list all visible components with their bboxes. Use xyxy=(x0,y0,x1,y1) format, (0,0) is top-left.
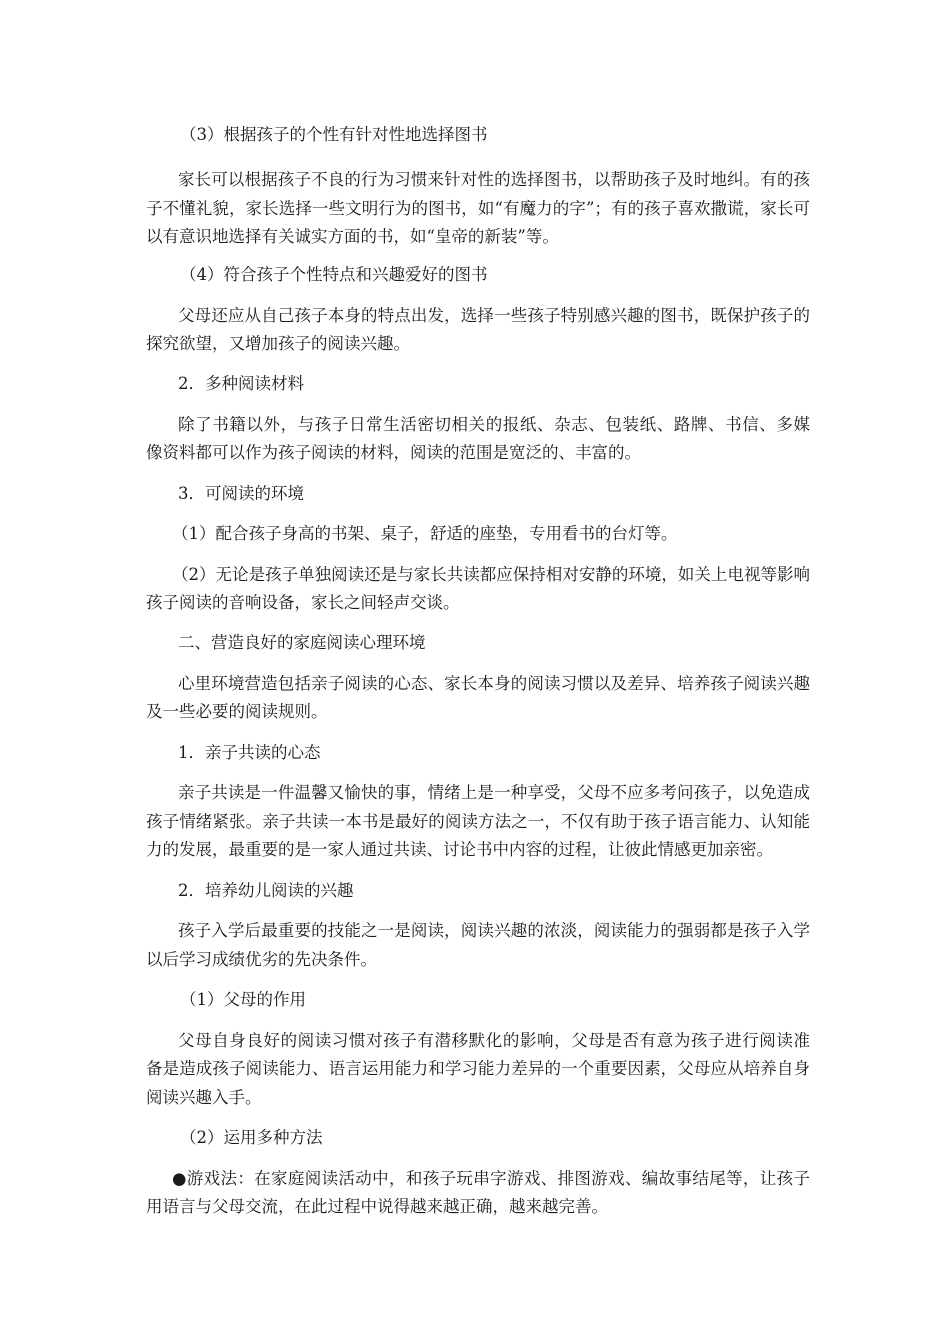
heading-shared-reading-mindset: 1．亲子共读的心态 xyxy=(178,743,321,762)
heading-psychological-environment: 二、营造良好的家庭阅读心理环境 xyxy=(178,633,426,652)
paragraph-line: 用语言与父母交流，在此过程中说得越来越正确，越来越完善。 xyxy=(146,1197,608,1216)
paragraph-line: 以有意识地选择有关诚实方面的书，如“皇帝的新装”等。 xyxy=(146,227,559,246)
heading-parents-role: （1）父母的作用 xyxy=(180,990,306,1009)
paragraph-line: 力的发展，最重要的是一家人通过共读、讨论书中内容的过程，让彼此情感更加亲密。 xyxy=(146,840,773,859)
paragraph-line: 家长可以根据孩子不良的行为习惯来针对性的选择图书，以帮助孩子及时地纠。有的孩 xyxy=(178,170,810,189)
paragraph-line: 孩子阅读的音响设备，家长之间轻声交谈。 xyxy=(146,593,460,612)
paragraph-line: 以后学习成绩优劣的先决条件。 xyxy=(146,950,377,969)
paragraph-line: 孩子入学后最重要的技能之一是阅读，阅读兴趣的浓淡，阅读能力的强弱都是孩子入学 xyxy=(178,921,810,940)
heading-cultivate-interest: 2．培养幼儿阅读的兴趣 xyxy=(178,881,354,900)
heading-reading-environment: 3．可阅读的环境 xyxy=(178,484,304,503)
paragraph-line: 探究欲望，又增加孩子的阅读兴趣。 xyxy=(146,334,410,353)
paragraph-line: 像资料都可以作为孩子阅读的材料，阅读的范围是宽泛的、丰富的。 xyxy=(146,443,641,462)
paragraph-line: 备是造成孩子阅读能力、语言运用能力和学习能力差异的一个重要因素，父母应从培养自身 xyxy=(146,1059,810,1078)
paragraph-line: 父母自身良好的阅读习惯对孩子有潜移默化的影响，父母是否有意为孩子进行阅读准 xyxy=(178,1031,810,1050)
heading-reading-materials: 2．多种阅读材料 xyxy=(178,374,304,393)
bullet-line-game-method: ●游戏法：在家庭阅读活动中，和孩子玩串字游戏、排图游戏、编故事结尾等，让孩子 xyxy=(172,1169,810,1188)
paragraph-line: 阅读兴趣入手。 xyxy=(146,1088,262,1107)
heading-choose-books-by-personality: （3）根据孩子的个性有针对性地选择图书 xyxy=(180,125,488,144)
paragraph-line: 亲子共读是一件温馨又愉快的事，情绪上是一种享受，父母不应多考问孩子，以免造成 xyxy=(178,783,810,802)
paragraph-line: （2）无论是孩子单独阅读还是与家长共读都应保持相对安静的环境，如关上电视等影响 xyxy=(172,565,810,584)
heading-interest-books: （4）符合孩子个性特点和兴趣爱好的图书 xyxy=(180,265,488,284)
paragraph-line: 心里环境营造包括亲子阅读的心态、家长本身的阅读习惯以及差异、培养孩子阅读兴趣 xyxy=(178,674,810,693)
heading-various-methods: （2）运用多种方法 xyxy=(180,1128,323,1147)
paragraph-line: 除了书籍以外，与孩子日常生活密切相关的报纸、杂志、包装纸、路牌、书信、多媒 xyxy=(178,415,810,434)
paragraph-line: 及一些必要的阅读规则。 xyxy=(146,702,328,721)
paragraph-line: 父母还应从自己孩子本身的特点出发，选择一些孩子特别感兴趣的图书，既保护孩子的 xyxy=(178,306,810,325)
paragraph-line: 子不懂礼貌，家长选择一些文明行为的图书，如“有魔力的字”；有的孩子喜欢撒谎，家长可 xyxy=(146,199,810,218)
paragraph-line: 孩子情绪紧张。亲子共读一本书是最好的阅读方法之一，不仅有助于孩子语言能力、认知能 xyxy=(146,812,810,831)
paragraph-line: （1）配合孩子身高的书架、桌子，舒适的座垫，专用看书的台灯等。 xyxy=(172,524,678,543)
